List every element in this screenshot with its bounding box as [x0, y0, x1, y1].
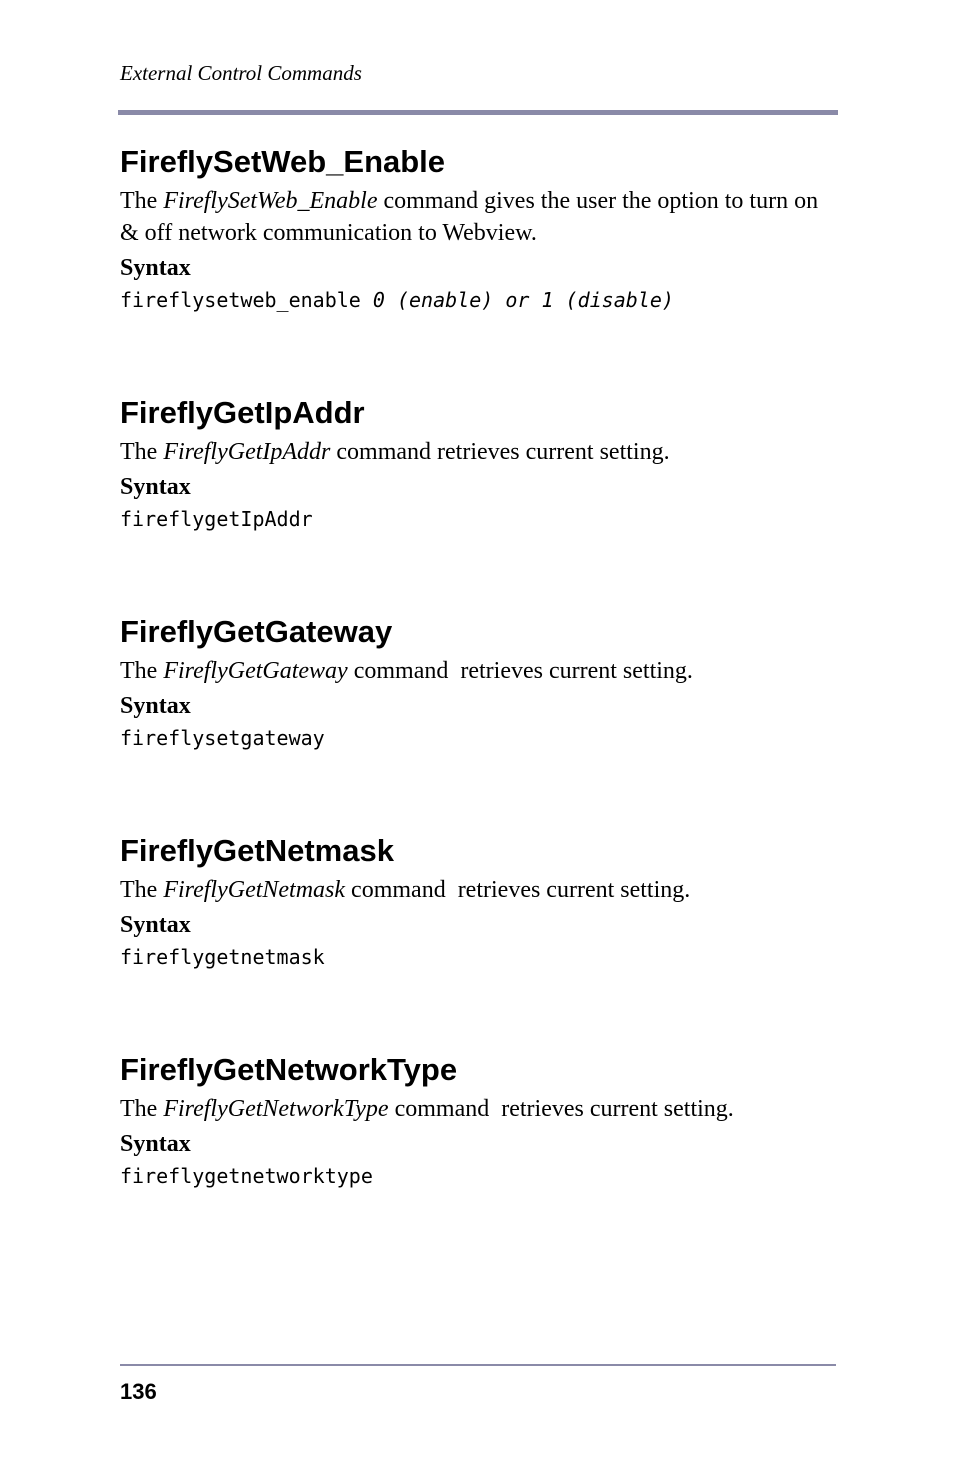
syntax-line	[120, 285, 840, 315]
syntax-command: fireflysetgateway	[120, 726, 325, 750]
syntax-line	[120, 1161, 840, 1191]
syntax-label: Syntax	[120, 1131, 191, 1157]
syntax-command: fireflysetweb_enable	[120, 288, 373, 312]
section-title: FireflyGetIpAddr	[120, 395, 365, 430]
command-section-get-ipaddr	[120, 394, 840, 534]
section-description	[120, 1093, 840, 1125]
command-name-italic: FireflyGetGateway	[163, 658, 348, 684]
syntax-label: Syntax	[120, 912, 191, 938]
syntax-line	[120, 723, 840, 753]
syntax-line	[120, 942, 840, 972]
description-suffix: command retrieves current setting.	[345, 877, 691, 903]
syntax-command: fireflygetnetmask	[120, 945, 325, 969]
description-suffix: command retrieves current setting.	[330, 439, 670, 465]
syntax-label: Syntax	[120, 693, 191, 719]
command-section-get-networktype	[120, 1051, 840, 1191]
section-title: FireflySetWeb_Enable	[120, 144, 446, 179]
syntax-command: fireflygetnetworktype	[120, 1164, 373, 1188]
section-description	[120, 436, 840, 468]
command-name-italic: FireflyGetNetworkType	[163, 1096, 389, 1122]
command-name-italic: FireflySetWeb_Enable	[163, 188, 378, 214]
syntax-argument: 0 (enable) or 1 (disable)	[372, 288, 674, 312]
section-description	[120, 655, 840, 687]
syntax-label: Syntax	[120, 255, 191, 281]
section-title: FireflyGetNetworkType	[120, 1052, 458, 1087]
syntax-command: fireflygetIpAddr	[120, 507, 313, 531]
command-section-get-gateway	[120, 613, 840, 753]
description-suffix: command retrieves current setting.	[388, 1096, 734, 1122]
description-prefix: The	[120, 877, 164, 903]
syntax-label: Syntax	[120, 474, 191, 500]
command-name-italic: FireflyGetIpAddr	[163, 439, 331, 465]
command-section-setweb-enable	[120, 143, 840, 315]
section-description	[120, 185, 840, 249]
description-suffix: command retrieves current setting.	[347, 658, 693, 684]
command-section-get-netmask	[120, 832, 840, 972]
page-number: 136	[120, 1379, 157, 1404]
command-name-italic: FireflyGetNetmask	[163, 877, 346, 903]
syntax-line	[120, 504, 840, 534]
description-prefix: The	[120, 1096, 164, 1122]
description-suffix: command gives the user the option to turn on & off network communication to Webview.	[120, 188, 825, 246]
section-title: FireflyGetGateway	[120, 614, 393, 649]
running-header: External Control Commands	[120, 61, 362, 85]
section-description	[120, 874, 840, 906]
description-prefix: The	[120, 439, 164, 465]
description-prefix: The	[120, 188, 164, 214]
section-title: FireflyGetNetmask	[120, 833, 394, 868]
footer-rule	[120, 1364, 836, 1366]
header-rule	[118, 110, 838, 115]
description-prefix: The	[120, 658, 164, 684]
